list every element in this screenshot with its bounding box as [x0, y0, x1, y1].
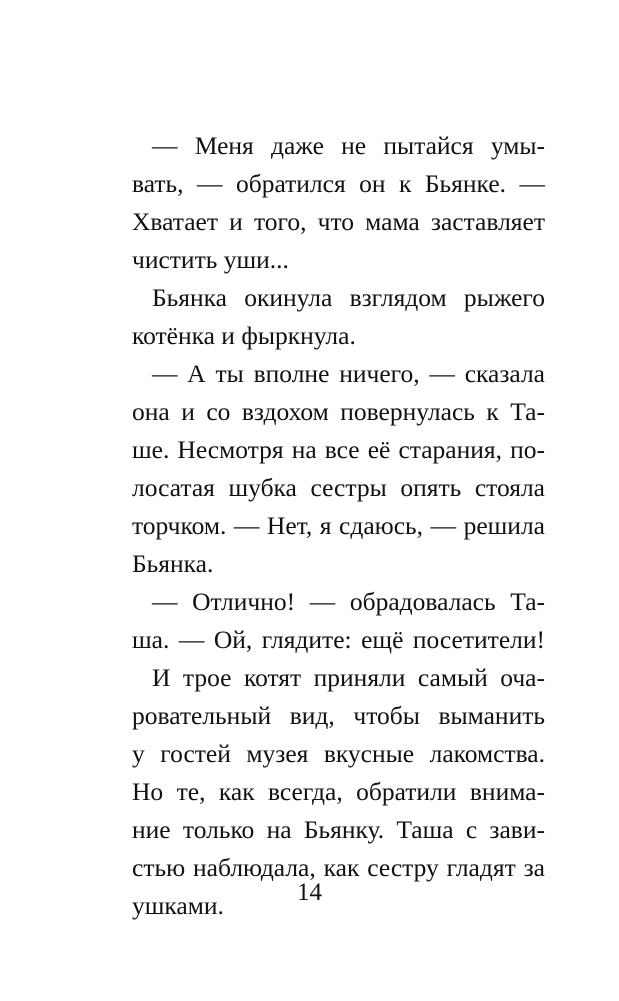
page-number: 14	[297, 879, 322, 906]
text-line-7: — А ты вполне ничего, — сказала	[152, 359, 545, 388]
text-line-18: Но те, как всегда, обратили внима-	[132, 777, 545, 806]
text-line-15: И трое котят приняли самый оча-	[152, 663, 545, 692]
text-line-10: лосатая шубка сестры опять стояла	[132, 473, 545, 502]
text-line-17: у гостей музея вкусные лакомства.	[132, 739, 545, 768]
text-line-2: вать, — обратился он к Бьянке. —	[132, 169, 545, 198]
text-line-21: ушками.	[132, 891, 224, 920]
text-line-3: Хватает и того, что мама заставляет	[132, 207, 545, 236]
text-line-1: — Меня даже не пытайся умы-	[152, 131, 545, 160]
text-line-14: ша. — Ой, глядите: ещё посетители!	[132, 625, 545, 654]
text-line-9: ше. Несмотря на все её старания, по-	[132, 435, 545, 464]
text-line-19: ние только на Бьянку. Таша с зави-	[132, 815, 545, 844]
text-line-20: стью наблюдала, как сестру гладят за	[132, 853, 545, 882]
text-line-5: Бьянка окинула взглядом рыжего	[152, 283, 545, 312]
text-line-13: — Отлично! — обрадовалась Та-	[152, 587, 545, 616]
text-line-12: Бьянка.	[132, 549, 214, 578]
text-line-4: чистить уши...	[132, 245, 289, 274]
text-line-11: торчком. — Нет, я сдаюсь, — решила	[132, 511, 545, 540]
text-line-16: ровательный вид, чтобы выманить	[132, 701, 545, 730]
text-line-8: она и со вздохом повернулась к Та-	[132, 397, 545, 426]
text-line-6: котёнка и фыркнула.	[132, 321, 356, 350]
